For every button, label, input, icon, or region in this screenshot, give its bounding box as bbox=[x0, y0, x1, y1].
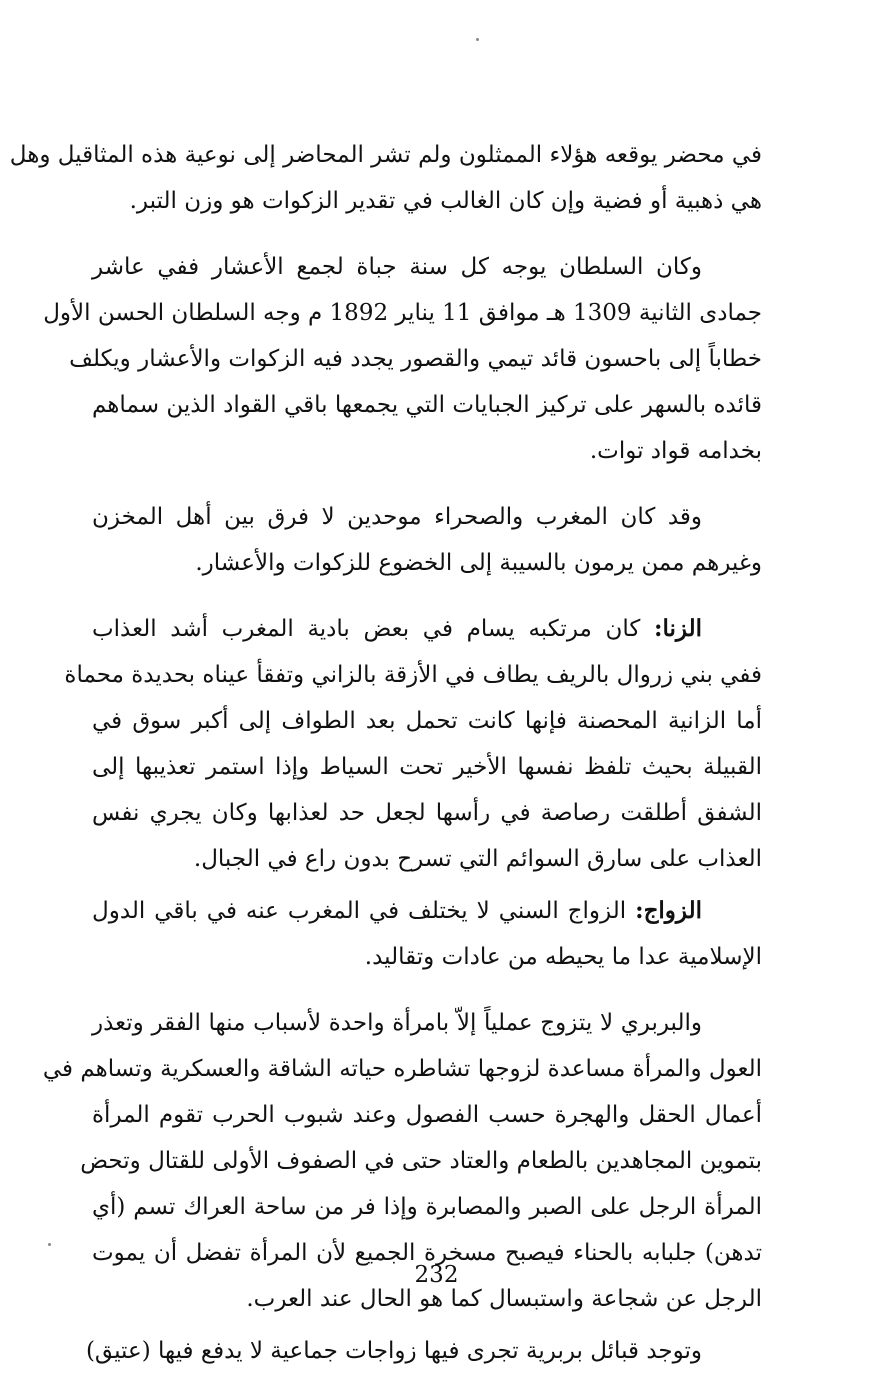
scan-speck bbox=[476, 38, 479, 41]
text-line: العول والمرأة مساعدة لزوجها تشاطره حياته الشاقة والعسكرية وتساهم في bbox=[42, 1056, 762, 1082]
paragraph-gap bbox=[92, 474, 762, 494]
text-line: العذاب على سارق السوائم التي تسرح بدون راع في الجبال. bbox=[193, 846, 762, 872]
text-line: وقد كان المغرب والصحراء موحدين لا فرق بين أهل المخزن bbox=[92, 504, 702, 530]
text-line: قائده بالسهر على تركيز الجبايات التي يجمعها باقي القواد الذين سماهم bbox=[92, 392, 762, 418]
text-line: والبربري لا يتزوج عملياً إلاّ بامرأة واحدة لأسباب منها الفقر وتعذر bbox=[92, 1010, 702, 1036]
paragraph-1 bbox=[9, 132, 762, 224]
term-heading: الزواج: bbox=[635, 897, 703, 924]
text-line: الرجل عن شجاعة واستبسال كما هو الحال عند العرب. bbox=[246, 1286, 762, 1312]
text-line: هي ذهبية أو فضية وإن كان الغالب في تقدير الزكوات هو وزن التبر. bbox=[129, 188, 762, 214]
text-line: الشفق أطلقت رصاصة في رأسها لجعل حد لعذابها وكان يجري نفس bbox=[92, 800, 762, 826]
scan-speck bbox=[48, 1243, 51, 1246]
text-line-with-term bbox=[92, 888, 762, 934]
paragraph-gap bbox=[92, 980, 762, 1000]
text-line-body: الزواج السني لا يختلف في المغرب عنه في باقي الدول bbox=[92, 898, 627, 924]
paragraph-4 bbox=[64, 606, 762, 882]
text-line: بخدامه قواد توات. bbox=[589, 438, 762, 464]
text-line: جمادى الثانية 1309 هـ موافق 11 يناير 1892 م وجه السلطان الحسن الأول bbox=[43, 300, 762, 326]
paragraph-5 bbox=[92, 888, 762, 980]
text-line: في محضر يوقعه هؤلاء الممثلون ولم تشر المحاضر إلى نوعية هذه المثاقيل وهل bbox=[9, 142, 762, 168]
paragraph-3 bbox=[92, 494, 762, 586]
paragraph-2 bbox=[43, 244, 762, 474]
page-number: 232 bbox=[414, 1262, 459, 1288]
paragraph-gap bbox=[92, 586, 762, 606]
text-line: أعمال الحقل والهجرة حسب الفصول وعند شبوب الحرب تقوم المرأة bbox=[92, 1102, 762, 1128]
text-line: وغيرهم ممن يرمون بالسيبة إلى الخضوع للزكوات والأعشار. bbox=[195, 550, 762, 576]
text-line: القبيلة بحيث تلفظ نفسها الأخير تحت السياط وإذا استمر تعذيبها إلى bbox=[92, 754, 762, 780]
term-heading: الزنا: bbox=[654, 615, 702, 642]
text-line: تدهن) جلبابه بالحناء فيصبح مسخرة الجميع لأن المرأة تفضل أن يموت bbox=[92, 1240, 763, 1266]
text-line: أما الزانية المحصنة فإنها كانت تحمل بعد الطواف إلى أكبر سوق في bbox=[92, 708, 762, 734]
text-line-with-term bbox=[92, 606, 762, 652]
page-body bbox=[9, 132, 763, 1374]
text-line: وكان السلطان يوجه كل سنة جباة لجمع الأعشار ففي عاشر bbox=[92, 254, 702, 280]
text-line: ففي بني زروال بالريف يطاف في الأزقة بالزاني وتفقأ عيناه بحديدة محماة bbox=[64, 662, 762, 688]
text-line: خطاباً إلى باحسون قائد تيمي والقصور يجدد فيه الزكوات والأعشار ويكلف bbox=[69, 346, 762, 372]
text-line-body: كان مرتكبه يسام في بعض بادية المغرب أشد العذاب bbox=[92, 616, 641, 642]
text-line: المرأة الرجل على الصبر والمصابرة وإذا فر من ساحة العراك تسم (أي bbox=[92, 1194, 762, 1220]
paragraph-gap bbox=[92, 224, 762, 244]
text-line: الإسلامية عدا ما يحيطه من عادات وتقاليد. bbox=[364, 944, 762, 970]
text-line: وتوجد قبائل بربرية تجرى فيها زواجات جماعية لا يدفع فيها (عتيق) bbox=[85, 1338, 702, 1364]
text-line: بتموين المجاهدين بالطعام والعتاد حتى في الصفوف الأولى للقتال وتحض bbox=[80, 1148, 762, 1174]
paragraph-7 bbox=[85, 1328, 762, 1374]
